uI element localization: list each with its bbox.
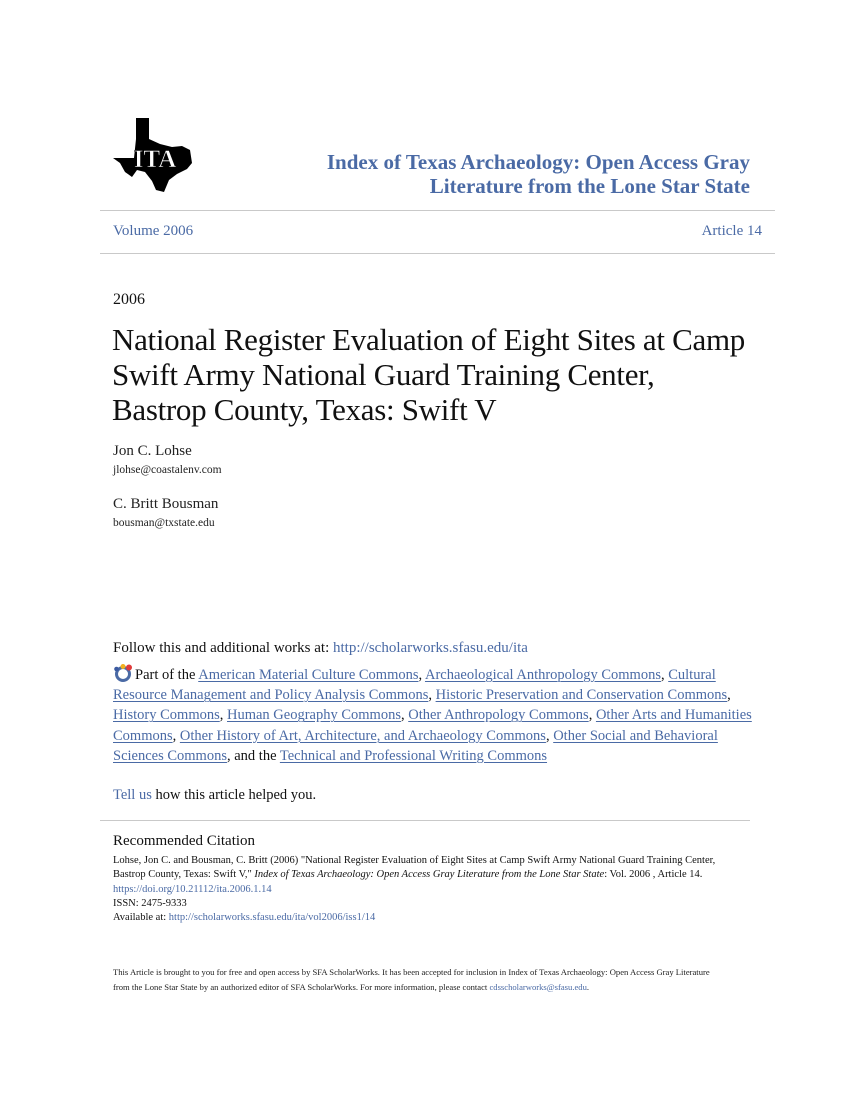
article-number-link[interactable]: Article 14 — [701, 223, 762, 239]
commons-link[interactable]: Other Arts and Humanities Commons — [113, 707, 752, 744]
commons-link[interactable]: Other Social and Behavioral Sciences Commons — [113, 727, 718, 764]
commons-link[interactable]: Cultural Resource Management and Policy Analysis Commons — [113, 667, 716, 704]
header-divider — [100, 210, 775, 211]
citation-heading: Recommended Citation — [113, 833, 256, 849]
tell-us-rest: how this article helped you. — [151, 787, 317, 803]
follow-text: Follow this and additional works at: — [113, 640, 333, 656]
series-url-link[interactable]: http://scholarworks.sfasu.edu/ita — [332, 640, 528, 656]
tell-us-link[interactable]: Tell us — [113, 787, 152, 803]
publication-year: 2006 — [113, 291, 145, 308]
title-line1: National Register Evaluation of Eight Sites at Camp — [112, 322, 745, 357]
title-line3: Bastrop County, Texas: Swift V — [112, 392, 497, 427]
author-name: C. Britt Bousman — [113, 496, 219, 512]
commons-link[interactable]: American Material Culture Commons — [198, 667, 419, 683]
doi-link[interactable]: https://doi.org/10.21112/ita.2006.1.14 — [113, 883, 272, 895]
available-label: Available at: — [113, 912, 169, 924]
commons-link[interactable]: Historic Preservation and Conservation Commons — [435, 687, 728, 704]
title-line2: Swift Army National Guard Training Center, — [112, 357, 655, 392]
commons-link[interactable]: Archaeological Anthropology Commons — [424, 667, 661, 683]
series-title[interactable] — [240, 150, 750, 198]
commons-link[interactable]: History Commons — [113, 707, 220, 724]
citation-divider — [100, 820, 750, 821]
article-title — [112, 322, 752, 427]
feedback-line — [113, 787, 316, 804]
part-of-commons: Part of the American Material Culture Commons, Archaeological Anthropology Commons, Cultural Resource Management and Policy Analysis Commons, Historic Preservation and Conservation Commons, History Commons, Human Geography Commons, Other Anthropology Commons, Other Arts and Humanities Commons, Other History of Art, Architecture, and Archaeology Commons, Other Social and Behavioral Sciences Commons, and the Technical and Professional Writing Commons — [113, 664, 753, 766]
author-email: bousman@txstate.edu — [113, 517, 215, 529]
commons-link[interactable]: Other Anthropology Commons — [408, 707, 589, 724]
footer-note: This Article is brought to you for free and open access by SFA ScholarWorks. It has been accepted for inclusion in Index of Texas Archaeology: Open Access Gray Literature from the Lone Star State by an authorized editor of SFA ScholarWorks. For more information, please contact cdsscholarworks@sfasu.edu. — [113, 967, 710, 992]
citation-body: Lohse, Jon C. and Bousman, C. Britt (2006) "National Register Evaluation of Eight Sites at Camp Swift Army National Guard Training Center, Bastrop County, Texas: Swift V," Index of Texas Archaeology: Open Access Gray Literature from the Lone Star State: Vol. 2006 , Article 14. https://doi.org/10.21112/ita.2006.1.14 ISSN: 2475-9333 Available at: http://scholarworks.sfasu.edu/ita/vol2006/iss1/14 — [113, 855, 716, 924]
author-email: jlohse@coastalenv.com — [113, 464, 222, 476]
volume-divider — [100, 253, 775, 254]
journal-name: Index of Texas Archaeology: Open Access Gray Literature from the Lone Star State — [254, 869, 605, 881]
commons-link[interactable]: Other History of Art, Architecture, and Archaeology Commons — [179, 727, 546, 744]
commons-network-icon — [113, 664, 133, 682]
available-url-link[interactable]: http://scholarworks.sfasu.edu/ita/vol2006/iss1/14 — [168, 912, 376, 924]
volume-link[interactable]: Volume 2006 — [113, 223, 194, 239]
series-title-line1[interactable]: Index of Texas Archaeology: Open Access Gray — [326, 150, 750, 174]
part-of-prefix: Part of the — [135, 667, 199, 683]
commons-link[interactable]: Human Geography Commons — [227, 707, 401, 724]
contact-email-link[interactable]: cdsscholarworks@sfasu.edu — [489, 981, 587, 992]
follow-line — [113, 640, 528, 657]
series-title-line2[interactable]: Literature from the Lone Star State — [429, 174, 750, 198]
commons-link[interactable]: Technical and Professional Writing Commons — [279, 747, 548, 764]
author-name: Jon C. Lohse — [113, 443, 192, 459]
issn: ISSN: 2475-9333 — [113, 897, 187, 909]
logo-text: ITA — [133, 146, 177, 173]
ita-logo — [112, 117, 194, 193]
